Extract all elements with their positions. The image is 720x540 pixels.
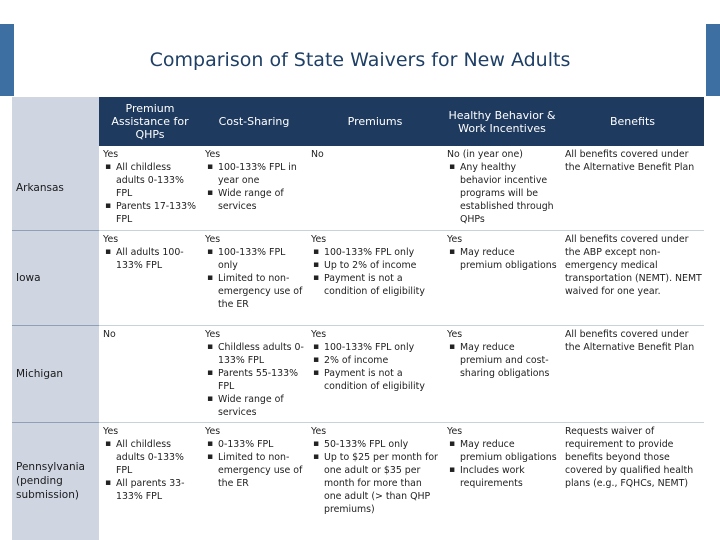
bullet-list bbox=[311, 246, 441, 298]
cell-lead: No bbox=[103, 328, 116, 340]
cell-lead: Yes bbox=[103, 425, 119, 437]
cell-premium-assistance bbox=[99, 230, 201, 325]
cell-lead: Yes bbox=[205, 328, 221, 340]
state-name: Iowa bbox=[12, 230, 99, 325]
bullet-list bbox=[447, 341, 559, 380]
cell-lead: Yes bbox=[311, 328, 327, 340]
cell-cost-sharing bbox=[201, 325, 307, 422]
bullet-item: ▪ Payment is not a condition of eligibility bbox=[311, 367, 441, 393]
cell-lead: Yes bbox=[447, 233, 463, 245]
cell-lead: Yes bbox=[205, 233, 221, 245]
header-premiums: Premiums bbox=[307, 97, 443, 146]
bullet-list bbox=[205, 438, 305, 490]
state-name: Pennsylvania (pending submission) bbox=[12, 422, 99, 540]
cell-lead: Yes bbox=[205, 425, 221, 437]
bullet-item: ▪ Up to $25 per month for one adult or $35 per month for more than one adult (> than QHP premiums) bbox=[311, 451, 441, 516]
bullet-item: ▪ Parents 55-133% FPL bbox=[205, 367, 305, 393]
cell-premiums bbox=[307, 422, 443, 540]
cell-healthy-behavior bbox=[443, 422, 561, 540]
bullet-list bbox=[447, 161, 559, 226]
cell-lead: No bbox=[311, 149, 324, 160]
table-row bbox=[12, 422, 704, 540]
bullet-item: ▪ 0-133% FPL bbox=[205, 438, 305, 451]
cell-cost-sharing bbox=[201, 230, 307, 325]
header-corner bbox=[12, 97, 99, 146]
bullet-item: ▪ May reduce premium obligations bbox=[447, 438, 559, 464]
state-name: Arkansas bbox=[12, 146, 99, 230]
cell-benefits: All benefits covered under the Alternative Benefit Plan bbox=[565, 149, 695, 173]
state-name: Michigan bbox=[12, 325, 99, 422]
cell-lead: Yes bbox=[311, 233, 327, 245]
cell-lead: No (in year one) bbox=[447, 149, 523, 160]
bullet-item: ▪ Includes work requirements bbox=[447, 464, 559, 490]
comparison-table bbox=[12, 97, 704, 540]
table-row bbox=[12, 146, 704, 230]
bullet-list bbox=[205, 341, 305, 419]
cell-lead: Yes bbox=[447, 328, 463, 340]
comparison-table-wrap bbox=[12, 97, 704, 540]
title-box bbox=[14, 24, 706, 96]
cell-healthy-behavior bbox=[443, 230, 561, 325]
cell-premiums bbox=[307, 146, 443, 230]
top-band bbox=[0, 0, 720, 22]
cell-benefits: All benefits covered under the ABP except non-emergency medical transportation (NEMT). NEMT waived for one year. bbox=[561, 230, 704, 325]
bullet-item: ▪ 50-133% FPL only bbox=[311, 438, 441, 451]
bullet-list bbox=[103, 161, 199, 226]
bullet-item: ▪ 100-133% FPL only bbox=[311, 341, 441, 354]
cell-premiums bbox=[307, 230, 443, 325]
bullet-list bbox=[205, 246, 305, 311]
bullet-item: ▪ Childless adults 0-133% FPL bbox=[205, 341, 305, 367]
bullet-item: ▪ All childless adults 0-133% FPL bbox=[103, 438, 199, 477]
cell-premium-assistance bbox=[99, 325, 201, 422]
bullet-list bbox=[103, 438, 199, 503]
bullet-item: ▪ Limited to non-emergency use of the ER bbox=[205, 451, 305, 490]
bullet-item: ▪ 100-133% FPL only bbox=[311, 246, 441, 259]
cell-lead: Yes bbox=[103, 149, 119, 160]
bullet-item: ▪ May reduce premium obligations bbox=[447, 246, 559, 272]
bullet-item: ▪ All childless adults 0-133% FPL bbox=[103, 161, 199, 200]
bullet-item: ▪ 100-133% FPL in year one bbox=[205, 161, 305, 187]
bullet-item: ▪ Parents 17-133% FPL bbox=[103, 200, 199, 226]
bullet-item: ▪ Wide range of services bbox=[205, 187, 305, 213]
table-row bbox=[12, 325, 704, 422]
cell-benefits: Requests waiver of requirement to provide benefits beyond those covered by qualified health plans (e.g., FQHCs, NEMT) bbox=[561, 422, 704, 540]
bullet-item: ▪ Wide range of services bbox=[205, 393, 305, 419]
cell-premium-assistance bbox=[99, 422, 201, 540]
bullet-list bbox=[447, 438, 559, 490]
bullet-item: ▪ May reduce premium and cost-sharing obligations bbox=[447, 341, 559, 380]
cell-lead: Yes bbox=[103, 233, 119, 245]
bullet-list bbox=[447, 246, 559, 272]
cell-lead: Yes bbox=[205, 149, 221, 160]
bullet-item: ▪ Limited to non-emergency use of the ER bbox=[205, 272, 305, 311]
table-body bbox=[12, 146, 704, 540]
page-title: Comparison of State Waivers for New Adults bbox=[149, 49, 571, 71]
bullet-list bbox=[311, 438, 441, 516]
cell-healthy-behavior bbox=[443, 146, 561, 230]
header-premium-assistance: Premium Assistance for QHPs bbox=[99, 97, 201, 146]
header-benefits: Benefits bbox=[561, 97, 704, 146]
cell-healthy-behavior bbox=[443, 325, 561, 422]
cell-premiums bbox=[307, 325, 443, 422]
bullet-item: ▪ Any healthy behavior incentive programs will be established through QHPs bbox=[447, 161, 559, 226]
bullet-item: ▪ 2% of income bbox=[311, 354, 441, 367]
bullet-item: ▪ Payment is not a condition of eligibility bbox=[311, 272, 441, 298]
bullet-item: ▪ 100-133% FPL only bbox=[205, 246, 305, 272]
cell-lead: Yes bbox=[447, 425, 463, 437]
cell-cost-sharing bbox=[201, 422, 307, 540]
bullet-list bbox=[205, 161, 305, 213]
table-row bbox=[12, 230, 704, 325]
bullet-item: ▪ All adults 100-133% FPL bbox=[103, 246, 199, 272]
bullet-item: ▪ All parents 33-133% FPL bbox=[103, 477, 199, 503]
header-row bbox=[12, 97, 704, 146]
bullet-list bbox=[103, 246, 199, 272]
bullet-item: ▪ Up to 2% of income bbox=[311, 259, 441, 272]
cell-lead: Yes bbox=[311, 425, 327, 437]
cell-benefits: All benefits covered under the Alternative Benefit Plan bbox=[561, 325, 704, 422]
cell-cost-sharing bbox=[201, 146, 307, 230]
header-cost-sharing: Cost-Sharing bbox=[201, 97, 307, 146]
bullet-list bbox=[311, 341, 441, 393]
header-healthy-behavior: Healthy Behavior & Work Incentives bbox=[443, 97, 561, 146]
cell-premium-assistance bbox=[99, 146, 201, 230]
